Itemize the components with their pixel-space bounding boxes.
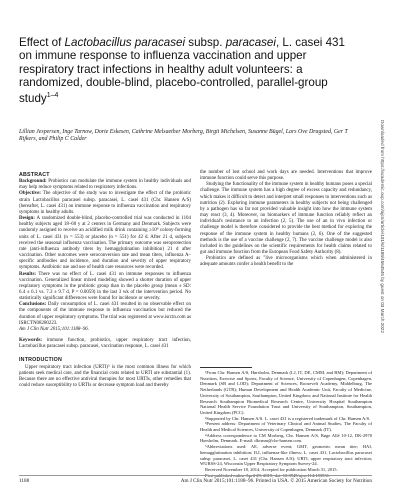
- author-list: Lillian Jespersen, Inge Tarnow, Dorte Eskesen, Cathrine Melsaether Morberg, Birgit Michelsen, Susanne Bügel, Lars Ove Dragsted, Ger T Rijkers, and Philip C Calder: [19, 129, 348, 143]
- download-watermark: Downloaded from https://academic.oup.com/ajcn/article/101/6/1188/4564545 by guest on 03 March 2022: [380, 120, 385, 333]
- journal-citation: Am J Clin Nutr 2015;101:1188–96. Printed in USA. © 2015 American Society for Nutrition: [180, 478, 372, 484]
- footnote-divider: [200, 367, 252, 368]
- footnote-3: ³Present address: Department of Veterinary Clinical and Animal Studies, The Faculty of Health and Medical Sciences, University of Copenhagen, Denmark (IT).: [200, 421, 372, 433]
- abstract-heading: ABSTRACT: [19, 172, 50, 178]
- footnote-4: ⁴Address correspondence to CM Morberg, Chr. Hansen A/S, Bøge Allé 10-12, DK-2970 Hørsholm, Denmark. E-mail: dkcmm@chr-hansen.com.: [200, 432, 372, 444]
- body-paragraph-1: the number of lost school and work days are needed. Interventions that improve immune function could serve this purpose.: [200, 170, 372, 182]
- body-paragraph-2: Studying the functionality of the immune system in healthy humans poses a special challenge. The immune system has a high degree of excess capacity and redundancy, which makes it difficult to detect and interpret small responses to interventions such as nutrition (2). Exploring immune parameters in healthy subjects not being challenged by a pathogen has so far not provided valuable insight into how the immune system may react (3, 4). Moreover, no biomarkers of immune function reliably reflect an individual's resistance to an infection (2, 5). The use of an in vivo infection or challenge model is therefore considered to provide the best method for exploring the response of the immune system in healthy humans (2, 6). One of the suggested methods is the use of a vaccine challenge (2, 7). The vaccine challenge model is also included in the guidelines on the scientific requirements for health claims related to gut and immune function from the European Food Safety Authority (8).: [200, 182, 372, 256]
- abstract-background: Background: Probiotics can modulate the immune system in healthy individuals and may help reduce symptoms related to respiratory infections.: [19, 179, 191, 191]
- abstract-objective: Objective: The objective of the study was to investigate the effect of the probiotic strain Lactobacillus paracasei subsp. paracasei, L. casei 431 (Chr. Hansen A/S) (hereafter, L. casei 431) on immune response to influenza vaccination and respiratory symptoms in healthy adults.: [19, 191, 191, 215]
- right-column: [200, 170, 372, 269]
- footnote-5: ⁵Abbreviations used: AE, adverse event; GMT, geometric mean titer; HAI, hemagglutination inhibition; ILI, influenza-like illness; L. casei 431, Lactobacillus paracasei subsp. paracasei, L. casei 431 (Chr. Hansen A/S); URTI, upper respiratory tract infection; WURSS-24, Wisconsin Upper Respiratory Symptom Survey-24.: [200, 444, 372, 467]
- left-column: [19, 170, 191, 389]
- footer-divider: [19, 475, 372, 476]
- footnote-1: ¹From Chr. Hansen A/S, Hørsholm, Denmark (LJ, IT, DE, CMM, and BM); Department of Nutrition, Exercise and Sports, Faculty of Science, University of Copenhagen, Copenhagen, Denmark (SB and LOD); Department of Sciences, Roosevelt Academy, Middelburg, The Netherlands (GTR); Human Development and Health Academic Unit, Faculty of Medicine, University of Southampton, Southampton, United Kingdom; and National Institute for Health Research Southampton Biomedical Research Centre, University Hospital Southampton National Health Service Foundation Trust and University of Southampton, Southampton, United Kingdom (PCC).: [200, 370, 372, 415]
- body-paragraph-3: Probiotics are defined as "live microorganisms which when administered in adequate amounts confer a health benefit to the: [200, 256, 372, 268]
- footnote-2: ²Supported by Chr. Hansen A/S. L. casei 431 is a registered trademark of Chr. Hansen A/S.: [205, 415, 371, 421]
- abstract-design: Design: A randomized double-blind, placebo-controlled trial was conducted in 1104 healthy subjects aged 18–60 y at 2 centers in Germany and Denmark. Subjects were randomly assigned to receive an acidified milk drink containing ≥10⁹ colony-forming units of L. casei 431 (n = 553) or placebo (n = 551) for 42 d. After 21 d, subjects received the seasonal influenza vaccination. The primary outcome was seroprotection rate (anti-influenza antibody titers by hemagglutination inhibition) 21 d after vaccination. Other outcomes were seroconversion rate and mean titers, influenza A–specific antibodies and incidence, and duration and severity of upper respiratory symptoms. Antibiotic use and use of health care resources were recorded.: [19, 216, 191, 271]
- introduction-paragraph: Upper respiratory tract infection (URTI)⁵ is the most common illness for which patients seek medical care, and the financial costs related to URTI are substantial (1). Because there are no effective antiviral therapies for most URTIs, other remedies that could reduce susceptibility to URTIs or decrease symptom load and thereby: [19, 364, 191, 388]
- keywords: Keywords: immune function, probiotics, upper respiratory tract infection, Lactobacillus paracasei subsp. paracasei, vaccination response, L. casei 431: [19, 338, 191, 350]
- abstract-results: Results: There was no effect of L. casei 431 on immune responses to influenza vaccination. Generalized linear mixed modeling showed a shorter duration of upper respiratory symptoms in the probiotic group than in the placebo group (mean ± SD: 6.4 ± 6.1 vs. 7.3 ± 9.7 d, P = 0.0059) in the last 3 wk of the intervention period. No statistically significant differences were found for incidence or severity.: [19, 271, 191, 302]
- title-footnote-marker: 1–4: [46, 92, 59, 100]
- abstract-conclusions: Conclusions: Daily consumption of L. casei 431 resulted in no observable effect on the components of the immune response to influenza vaccination but reduced the duration of upper respiratory symptoms. The trial was registered at www.isrctn.com as ISRCTN08280223.: [19, 302, 191, 326]
- article-title: Effect of Lactobacillus paracasei subsp. paracasei, L. casei 431 on immune response to influenza vaccination and upper respiratory tract infections in healthy adult volunteers: a randomized, double-blind, placebo-controlled, parallel-group study$^{1-4}$: [19, 36, 345, 106]
- abstract-citation: Am J Clin Nutr 2015;101:1188–96.: [19, 326, 89, 332]
- introduction-heading: INTRODUCTION: [19, 357, 63, 364]
- received-date: Received November 18, 2014. Accepted for publication March 31, 2015.: [205, 466, 338, 472]
- footnotes: [200, 370, 372, 478]
- published-date: First published online April 29, 2015; doi: 10.3945/ajcn.114.103531.: [205, 472, 331, 478]
- page-number: 1188: [19, 478, 30, 484]
